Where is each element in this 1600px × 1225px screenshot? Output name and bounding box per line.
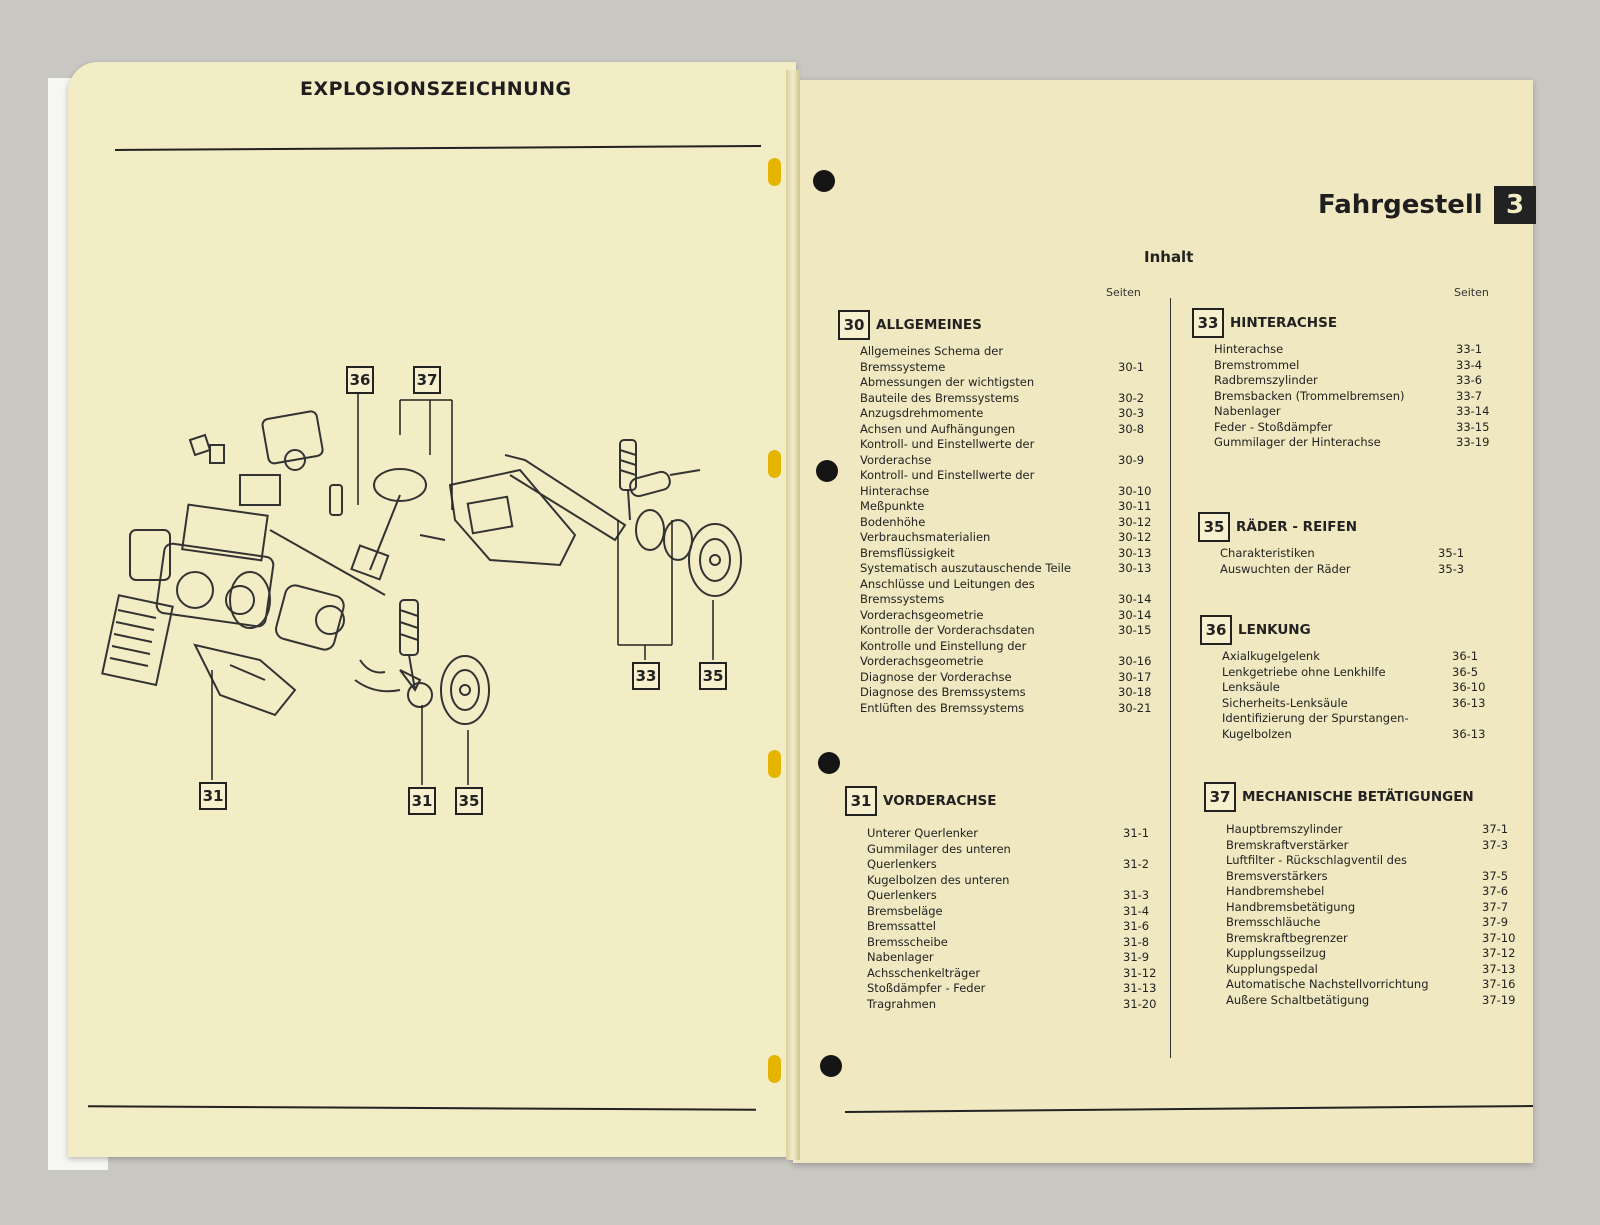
front-subframe-part xyxy=(195,645,295,715)
binder-hole-right xyxy=(818,752,840,774)
toc-entry-title: Charakteristiken xyxy=(1220,546,1315,560)
section-header xyxy=(1200,615,1492,645)
toc-entry xyxy=(860,608,1158,624)
toc-entry-title: Bremskraftbegrenzer xyxy=(1226,930,1348,945)
binder-hole-right xyxy=(813,170,835,192)
toc-entry xyxy=(867,904,1163,920)
toc-entry-title: Bremsschläuche xyxy=(1226,915,1321,929)
toc-entry-page: 36-10 xyxy=(1452,680,1486,694)
toc-entry xyxy=(860,670,1158,686)
toc-entry xyxy=(860,453,1158,469)
book-spine xyxy=(786,70,800,1160)
toc-entry-page: 35-3 xyxy=(1438,561,1465,576)
toc-entry-page xyxy=(1123,873,1163,889)
toc-entry-page: 33-1 xyxy=(1456,342,1483,356)
toc-entry xyxy=(860,546,1158,562)
toc-entry-page: 30-21 xyxy=(1118,700,1152,715)
toc-entry xyxy=(860,468,1158,484)
section-title: HINTERACHSE xyxy=(1230,315,1338,331)
toc-entry xyxy=(1214,373,1496,389)
toc-entry xyxy=(1222,696,1492,712)
toc-entry-title: Bremsscheibe xyxy=(867,934,948,949)
toc-entry xyxy=(1222,711,1492,727)
toc-entry-list xyxy=(1198,546,1478,577)
toc-entry-title: Luftfilter - Rückschlagventil des xyxy=(1226,853,1408,867)
toc-entry-page: 37-6 xyxy=(1482,884,1509,898)
section-title: VORDERACHSE xyxy=(883,793,997,809)
toc-entry-title: Kontroll- und Einstellwerte der xyxy=(860,437,1035,451)
toc-entry-page: 33-6 xyxy=(1456,373,1483,387)
toc-entry-page xyxy=(1482,853,1522,869)
toc-entry xyxy=(1226,931,1522,947)
toc-entry-title: Automatische Nachstellvorrichtung xyxy=(1226,977,1429,991)
pages-label: Seiten xyxy=(1106,286,1141,299)
callout-35: 35 xyxy=(455,787,483,815)
toc-entry-title: Bremsverstärkers xyxy=(1226,868,1328,883)
small-part xyxy=(360,660,385,673)
section-header xyxy=(1192,308,1496,338)
front-wheel-part xyxy=(441,656,489,724)
toc-entry xyxy=(1222,727,1492,743)
toc-entry-page: 37-9 xyxy=(1482,915,1509,929)
toc-entry-page: 30-18 xyxy=(1118,685,1152,699)
toc-entry-page: 37-3 xyxy=(1482,837,1509,852)
section-header xyxy=(1204,782,1522,812)
toc-entry-page: 37-16 xyxy=(1482,977,1516,991)
toc-entry-title: Kugelbolzen des unteren xyxy=(867,872,1010,887)
toc-entry-title: Vorderachse xyxy=(860,452,932,467)
toc-entry xyxy=(1222,665,1492,681)
toc-entry xyxy=(860,406,1158,422)
toc-entry xyxy=(1220,562,1478,578)
toc-entry xyxy=(1226,822,1522,838)
toc-entry-page: 31-4 xyxy=(1123,903,1150,918)
toc-entry xyxy=(1220,546,1478,562)
toc-entry-title: Gummilager des unteren xyxy=(867,841,1011,856)
toc-entry xyxy=(867,935,1163,951)
toc-entry-page: 30-10 xyxy=(1118,483,1152,498)
toc-entry-title: Entlüften des Bremssystems xyxy=(860,700,1025,715)
callout-31: 31 xyxy=(408,787,436,815)
toc-entry-title: Diagnose des Bremssystems xyxy=(860,685,1026,699)
toc-entry-title: Tragrahmen xyxy=(867,996,937,1011)
toc-entry xyxy=(1226,977,1522,993)
toc-entry-page: 30-14 xyxy=(1118,607,1152,622)
toc-entry xyxy=(860,360,1158,376)
toc-section-mechanische-betaetigungen xyxy=(1204,782,1522,1008)
toc-entry-title: Außere Schaltbetätigung xyxy=(1226,992,1370,1007)
toc-entry-title: Sicherheits-Lenksäule xyxy=(1222,695,1348,710)
toc-section-raeder-reifen xyxy=(1198,512,1478,577)
toc-entry-page: 37-7 xyxy=(1482,899,1509,914)
toc-entry-page: 30-9 xyxy=(1118,452,1145,467)
toc-entry-title: Kugelbolzen xyxy=(1222,726,1292,741)
toc-section-hinterachse xyxy=(1192,308,1496,451)
section-title: MECHANISCHE BETÄTIGUNGEN xyxy=(1242,789,1474,805)
toc-entry xyxy=(860,561,1158,577)
toc-entry-page: 30-14 xyxy=(1118,592,1152,606)
toc-entry-list xyxy=(838,344,1158,716)
toc-entry-title: Axialkugelgelenk xyxy=(1222,649,1320,663)
binder-hole-right xyxy=(820,1055,842,1077)
toc-entry xyxy=(860,530,1158,546)
toc-entry xyxy=(1226,838,1522,854)
toc-entry-page xyxy=(1118,437,1158,453)
toc-entry-page: 31-8 xyxy=(1123,934,1150,949)
toc-entry xyxy=(1226,946,1522,962)
toc-entry xyxy=(1222,680,1492,696)
contents-heading: Inhalt xyxy=(1144,248,1194,266)
toc-entry xyxy=(860,484,1158,500)
toc-entry-page: 30-12 xyxy=(1118,514,1152,529)
toc-entry-page xyxy=(1118,375,1158,391)
section-header xyxy=(845,786,1163,816)
radiator-part xyxy=(102,595,172,685)
small-part xyxy=(190,435,210,455)
toc-entry-title: Bodenhöhe xyxy=(860,514,926,529)
toc-entry xyxy=(867,826,1163,842)
toc-entry-page: 30-17 xyxy=(1118,669,1152,684)
toc-entry-title: Abmessungen der wichtigsten xyxy=(860,375,1035,389)
section-header xyxy=(838,310,1158,340)
section-header xyxy=(1198,512,1478,542)
toc-entry xyxy=(1226,993,1522,1009)
toc-entry-page: 37-12 xyxy=(1482,946,1516,960)
callout-33: 33 xyxy=(632,662,660,690)
toc-entry xyxy=(1214,404,1496,420)
toc-entry-title: Systematisch auszutauschende Teile xyxy=(860,561,1071,575)
toc-entry-title: Nabenlager xyxy=(1214,404,1281,418)
toc-entry xyxy=(867,873,1163,889)
toc-entry-title: Bauteile des Bremssystems xyxy=(860,390,1020,405)
toc-entry xyxy=(860,623,1158,639)
toc-entry xyxy=(860,701,1158,717)
toc-entry-title: Bremstrommel xyxy=(1214,357,1300,372)
toc-entry-title: Bremsflüssigkeit xyxy=(860,545,955,560)
toc-entry-title: Nabenlager xyxy=(867,950,934,964)
toc-entry xyxy=(1214,389,1496,405)
toc-entry-page: 36-13 xyxy=(1452,695,1486,710)
toc-entry-title: Lenkgetriebe ohne Lenkhilfe xyxy=(1222,664,1386,679)
toc-entry xyxy=(860,654,1158,670)
rear-axle-part xyxy=(450,455,625,565)
section-number-badge: 33 xyxy=(1192,308,1224,338)
toc-section-lenkung xyxy=(1200,615,1492,742)
toc-entry xyxy=(867,966,1163,982)
binder-hole-right xyxy=(816,460,838,482)
toc-entry-title: Kontroll- und Einstellwerte der xyxy=(860,468,1035,482)
toc-entry xyxy=(860,577,1158,593)
toc-entry-title: Hinterachse xyxy=(860,483,930,498)
toc-entry-page: 30-13 xyxy=(1118,545,1152,560)
toc-entry-title: Achsschenkelträger xyxy=(867,965,981,980)
toc-entry-title: Unterer Querlenker xyxy=(867,826,978,840)
toc-entry xyxy=(860,499,1158,515)
section-title: LENKUNG xyxy=(1238,622,1311,638)
callout-37: 37 xyxy=(413,366,441,394)
toc-entry xyxy=(1222,649,1492,665)
toc-entry-title: Querlenkers xyxy=(867,857,937,871)
toc-entry-title: Gummilager der Hinterachse xyxy=(1214,435,1381,449)
toc-entry-page: 33-14 xyxy=(1456,404,1490,418)
toc-entry xyxy=(867,950,1163,966)
toc-entry xyxy=(867,981,1163,997)
toc-entry xyxy=(1226,884,1522,900)
toc-entry-page: 36-1 xyxy=(1452,649,1479,663)
binder-hole-left xyxy=(768,1055,781,1083)
toc-entry-title: Verbrauchsmaterialien xyxy=(860,530,991,544)
binder-hole-left xyxy=(768,750,781,778)
toc-entry xyxy=(860,437,1158,453)
toc-entry-title: Querlenkers xyxy=(867,888,937,902)
toc-entry-title: Auswuchten der Räder xyxy=(1220,561,1351,576)
toc-entry-page xyxy=(1118,639,1158,655)
toc-entry-title: Meßpunkte xyxy=(860,499,925,513)
toc-entry-page: 37-13 xyxy=(1482,961,1516,976)
binder-hole-left xyxy=(768,158,781,186)
air-filter-part xyxy=(210,410,342,515)
engine-part xyxy=(130,505,274,628)
toc-entry-page: 36-5 xyxy=(1452,664,1479,679)
toc-entry xyxy=(860,391,1158,407)
toc-entry-title: Feder - Stoßdämpfer xyxy=(1214,419,1333,434)
toc-entry-title: Bremsbacken (Trommelbremsen) xyxy=(1214,388,1405,403)
toc-entry-page: 33-4 xyxy=(1456,357,1483,372)
toc-entry-page xyxy=(1118,344,1158,360)
toc-entry-page: 37-1 xyxy=(1482,822,1509,836)
toc-entry xyxy=(1214,435,1496,451)
toc-entry-title: Vorderachsgeometrie xyxy=(860,654,984,668)
toc-entry-page: 33-15 xyxy=(1456,419,1490,434)
toc-entry-page: 30-2 xyxy=(1118,390,1145,405)
toc-entry-page: 31-13 xyxy=(1123,981,1157,995)
toc-entry-page: 36-13 xyxy=(1452,726,1486,741)
toc-entry xyxy=(1226,853,1522,869)
toc-entry-page: 30-12 xyxy=(1118,530,1152,544)
toc-entry xyxy=(860,639,1158,655)
toc-entry-page: 31-6 xyxy=(1123,919,1150,933)
toc-entry-title: Kupplungspedal xyxy=(1226,961,1318,976)
callout-36: 36 xyxy=(346,366,374,394)
toc-entry-title: Kontrolle der Vorderachsdaten xyxy=(860,623,1035,637)
toc-entry-list xyxy=(845,826,1163,1012)
toc-entry-title: Bremssysteme xyxy=(860,359,946,374)
toc-entry xyxy=(860,685,1158,701)
toc-entry-page xyxy=(1123,842,1163,858)
toc-entry-page: 35-1 xyxy=(1438,546,1465,560)
toc-entry-page: 37-19 xyxy=(1482,992,1516,1007)
toc-entry-title: Stoßdämpfer - Feder xyxy=(867,981,986,995)
toc-entry-page xyxy=(1118,577,1158,593)
front-strut-part xyxy=(355,600,432,707)
toc-entry-page: 37-5 xyxy=(1482,868,1509,883)
toc-entry-page: 30-16 xyxy=(1118,654,1152,668)
toc-entry-title: Achsen und Aufhängungen xyxy=(860,421,1016,436)
toc-entry-page: 33-19 xyxy=(1456,435,1490,449)
toc-entry xyxy=(1214,342,1496,358)
toc-entry-page: 30-11 xyxy=(1118,499,1152,513)
toc-entry-page xyxy=(1118,468,1158,484)
toc-entry-page: 31-12 xyxy=(1123,965,1157,980)
toc-entry xyxy=(860,375,1158,391)
toc-entry-page: 30-1 xyxy=(1118,359,1145,374)
toc-entry-title: Kontrolle und Einstellung der xyxy=(860,638,1027,653)
toc-entry-page xyxy=(1452,711,1492,727)
toc-entry-title: Diagnose der Vorderachse xyxy=(860,669,1012,684)
section-number-badge: 35 xyxy=(1198,512,1230,542)
toc-entry-title: Allgemeines Schema der xyxy=(860,344,1004,358)
pages-label: Seiten xyxy=(1454,286,1489,299)
chapter-title: Fahrgestell xyxy=(1318,190,1483,220)
toc-entry-list xyxy=(1204,822,1522,1008)
toc-entry-title: Lenksäule xyxy=(1222,680,1280,694)
toc-entry-title: Bremssattel xyxy=(867,919,936,933)
toc-entry-page: 31-20 xyxy=(1123,996,1157,1011)
toc-entry-page: 30-3 xyxy=(1118,406,1145,420)
column-divider xyxy=(1170,298,1171,1058)
toc-entry-title: Anzugsdrehmomente xyxy=(860,406,984,420)
chapter-number-badge: 3 xyxy=(1494,186,1536,224)
callout-31: 31 xyxy=(199,782,227,810)
exploded-view-drawing xyxy=(100,360,760,820)
toc-entry-title: Bremssystems xyxy=(860,592,945,606)
toc-entry-title: Hinterachse xyxy=(1214,342,1284,356)
toc-entry-title: Bremskraftverstärker xyxy=(1226,837,1349,852)
binder-hole-left xyxy=(768,450,781,478)
section-number-badge: 30 xyxy=(838,310,870,340)
section-number-badge: 31 xyxy=(845,786,877,816)
toc-entry-page: 31-1 xyxy=(1123,826,1150,840)
section-number-badge: 36 xyxy=(1200,615,1232,645)
toc-entry-list xyxy=(1200,649,1492,742)
toc-entry-page: 30-13 xyxy=(1118,561,1152,575)
toc-entry-page: 30-15 xyxy=(1118,623,1152,637)
toc-section-allgemeines xyxy=(838,310,1158,716)
rear-wheel-part xyxy=(636,510,741,596)
toc-entry xyxy=(867,857,1163,873)
toc-entry-title: Bremsbeläge xyxy=(867,903,943,918)
toc-entry xyxy=(860,422,1158,438)
toc-entry-title: Handbremshebel xyxy=(1226,884,1325,898)
toc-entry-page: 31-9 xyxy=(1123,950,1150,964)
toc-entry-page: 31-2 xyxy=(1123,857,1150,871)
toc-entry xyxy=(1226,869,1522,885)
toc-entry-title: Kupplungsseilzug xyxy=(1226,946,1327,960)
toc-entry-list xyxy=(1192,342,1496,451)
toc-entry xyxy=(860,592,1158,608)
callout-35: 35 xyxy=(699,662,727,690)
toc-entry xyxy=(1214,358,1496,374)
section-number-badge: 37 xyxy=(1204,782,1236,812)
toc-section-vorderachse xyxy=(845,786,1163,1012)
toc-entry xyxy=(1226,915,1522,931)
toc-entry xyxy=(867,919,1163,935)
section-title: RÄDER - REIFEN xyxy=(1236,519,1358,535)
toc-entry xyxy=(1226,962,1522,978)
toc-entry xyxy=(1214,420,1496,436)
toc-entry xyxy=(860,344,1158,360)
toc-entry-page: 33-7 xyxy=(1456,388,1483,403)
toc-entry-title: Anschlüsse und Leitungen des xyxy=(860,576,1035,591)
toc-entry-page: 30-8 xyxy=(1118,421,1145,436)
toc-entry-title: Identifizierung der Spurstangen- xyxy=(1222,711,1409,725)
toc-entry-title: Radbremszylinder xyxy=(1214,373,1318,387)
exhaust-part xyxy=(628,470,700,498)
toc-entry xyxy=(867,842,1163,858)
toc-entry-page: 37-10 xyxy=(1482,930,1516,945)
toc-entry xyxy=(860,515,1158,531)
toc-entry xyxy=(867,997,1163,1013)
toc-entry-title: Handbremsbetätigung xyxy=(1226,899,1356,914)
toc-entry xyxy=(1226,900,1522,916)
left-page-title: EXPLOSIONSZEICHNUNG xyxy=(300,78,572,100)
toc-entry-title: Vorderachsgeometrie xyxy=(860,607,984,622)
toc-entry-page: 31-3 xyxy=(1123,888,1150,902)
toc-entry xyxy=(867,888,1163,904)
toc-entry-title: Hauptbremszylinder xyxy=(1226,822,1343,836)
section-title: ALLGEMEINES xyxy=(876,317,982,333)
